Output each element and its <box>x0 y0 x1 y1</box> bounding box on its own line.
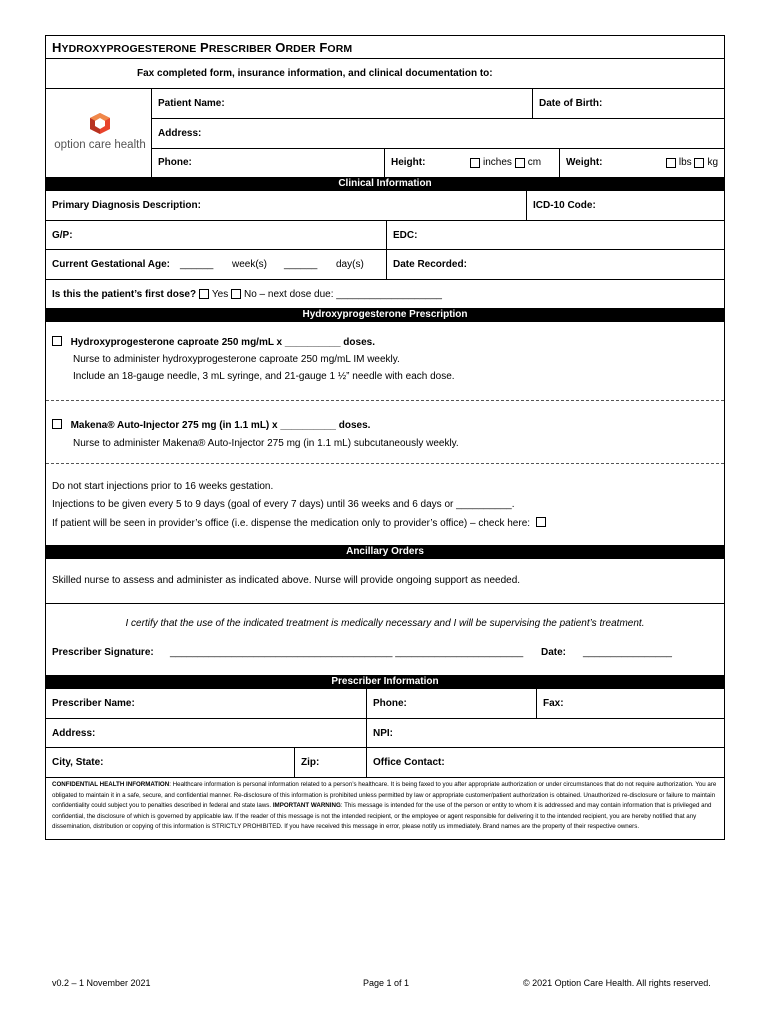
form-title: HYDROXYPROGESTERONE PRESCRIBER ORDER FORM <box>46 36 724 59</box>
first-dose-question: Is this the patient’s first dose? Yes No – next dose due: ___________________ <box>52 288 442 300</box>
first-dose-row <box>46 280 724 309</box>
weight-units: lbs kg <box>654 148 724 177</box>
height-field[interactable]: Height: <box>384 148 464 177</box>
prescriber-address-row <box>46 719 724 748</box>
prescriber-fax-field[interactable]: Fax: <box>536 689 724 718</box>
first-dose-no-checkbox[interactable] <box>231 289 241 299</box>
patient-fields <box>151 89 724 177</box>
date-label: Date: <box>541 647 567 658</box>
gp-row <box>46 221 724 250</box>
caproate-checkbox[interactable] <box>52 336 62 346</box>
caproate-line2: Include an 18-gauge needle, 3 mL syringe, and 21-gauge 1 ½” needle with each dose. <box>73 371 455 382</box>
dob-field[interactable]: Date of Birth: <box>532 89 724 118</box>
prescriber-name-row <box>46 689 724 719</box>
kg-checkbox[interactable] <box>694 158 704 168</box>
provider-office-checkbox[interactable] <box>536 517 546 527</box>
certify-statement: I certify that the use of the indicated treatment is medically necessary and I will be supervising the patient’s treatment. <box>125 618 645 629</box>
note-start: Do not start injections prior to 16 weeks gestation. <box>52 481 274 492</box>
date-line[interactable]: ________________ <box>583 647 672 658</box>
makena-title: Makena® Auto-Injector 275 mg (in 1.1 mL) x __________ doses. <box>52 419 370 431</box>
height-units: inches cm <box>464 148 559 177</box>
note-provider-office: If patient will be seen in provider’s office (i.e. dispense the medication only to provider’s office) – check here: <box>52 517 549 529</box>
note-schedule: Injections to be given every 5 to 9 days (goal of every 7 days) until 36 weeks and 6 days or __________. <box>52 499 515 510</box>
patient-block <box>46 89 724 178</box>
city-state-field[interactable]: City, State: <box>52 757 104 768</box>
prescription-header: Hydroxyprogesterone Prescription <box>46 309 724 322</box>
ancillary-orders-header: Ancillary Orders <box>46 546 724 559</box>
prescriber-name-field[interactable]: Prescriber Name: <box>52 698 135 709</box>
office-contact-field[interactable]: Office Contact: <box>366 748 724 777</box>
address-row <box>152 118 724 149</box>
inches-checkbox[interactable] <box>470 158 480 168</box>
footer-version: v0.2 – 1 November 2021 <box>52 978 151 988</box>
footer-page: Page 1 of 1 <box>363 978 410 988</box>
fax-instruction: Fax completed form, insurance information, and clinical documentation to: <box>137 68 493 79</box>
cm-checkbox[interactable] <box>515 158 525 168</box>
confidentiality-notice: CONFIDENTIAL HEALTH INFORMATION: Healthcare information is personal information related to a person’s healthcare. It is being faxed to you after appropriate authorization or under circumstances that do not require authorization. You are obligated to maintain it in a safe, secure, and confidential manner. Re-disclosure of this information is prohibited unless permitted by law or appropriate customer/patient authorization is obtained. Unauthorized re-disclosure or failure to maintain confidentiality could subject you to penalties described in federal and state laws. IMPORTANT WARNING: This message is intended for the use of the person or entity to whom it is addressed and may contain information that is privileged and confidential, the disclosure of which is governed by applicable law. If the reader of this message is not the intended recipient, or the employee or agent responsible for delivering it to the intended recipient, you are hereby notified that any dissemination, distribution or copying of this information is STRICTLY PROHIBITED. If you have received this message in error, please notify us immediately. Brand names are the property of their respective owners. <box>52 781 717 831</box>
lbs-checkbox[interactable] <box>666 158 676 168</box>
ancillary-text: Skilled nurse to assess and administer as indicated above. Nurse will provide ongoing support as needed. <box>52 575 521 586</box>
injection-notes <box>46 464 724 546</box>
city-row <box>46 748 724 778</box>
npi-field[interactable]: NPI: <box>366 719 724 747</box>
edc-field[interactable]: EDC: <box>386 221 724 249</box>
address-field[interactable]: Address: <box>158 127 202 139</box>
gestational-age-row <box>46 250 724 280</box>
diagnosis-row <box>46 191 724 221</box>
fax-instruction-row <box>46 59 724 89</box>
prescriber-address-field[interactable]: Address: <box>52 727 96 739</box>
prescriber-signature-label: Prescriber Signature: <box>52 647 154 658</box>
order-form <box>45 35 725 840</box>
prescriber-information-header: Prescriber Information <box>46 676 724 689</box>
prescriber-phone-field[interactable]: Phone: <box>366 689 536 718</box>
patient-name-field[interactable]: Patient Name: <box>158 98 225 109</box>
clinical-information-header: Clinical Information <box>46 178 724 191</box>
footer-copyright: © 2021 Option Care Health. All rights reserved. <box>523 978 711 988</box>
caproate-title: Hydroxyprogesterone caproate 250 mg/mL x __________ doses. <box>52 336 375 348</box>
prescriber-signature-line[interactable]: ________________________________________ _______________________ <box>170 647 524 658</box>
option-care-health-logo <box>50 111 150 157</box>
makena-line1: Nurse to administer Makena® Auto-Injector 275 mg (in 1.1 mL) subcutaneously weekly. <box>73 438 459 449</box>
weight-field[interactable]: Weight: <box>559 148 654 177</box>
ancillary-row <box>46 559 724 604</box>
svg-text:option care health: option care health <box>54 139 146 151</box>
patient-name-row <box>152 89 724 119</box>
icd10-field[interactable]: ICD-10 Code: <box>526 191 724 220</box>
gp-field[interactable]: G/P: <box>52 229 73 241</box>
caproate-option <box>46 322 724 401</box>
phone-row <box>152 148 724 177</box>
caproate-line1: Nurse to administer hydroxyprogesterone caproate 250 mg/mL IM weekly. <box>73 354 400 365</box>
zip-field[interactable]: Zip: <box>294 748 366 777</box>
certify-block <box>46 604 724 676</box>
first-dose-yes-checkbox[interactable] <box>199 289 209 299</box>
date-recorded-field[interactable]: Date Recorded: <box>386 250 724 279</box>
phone-field[interactable]: Phone: <box>158 157 192 168</box>
primary-diagnosis-field[interactable]: Primary Diagnosis Description: <box>52 200 201 211</box>
makena-checkbox[interactable] <box>52 419 62 429</box>
makena-option <box>46 401 724 464</box>
gestational-age-field[interactable]: Current Gestational Age: ______ week(s) ______ day(s) <box>52 259 364 270</box>
